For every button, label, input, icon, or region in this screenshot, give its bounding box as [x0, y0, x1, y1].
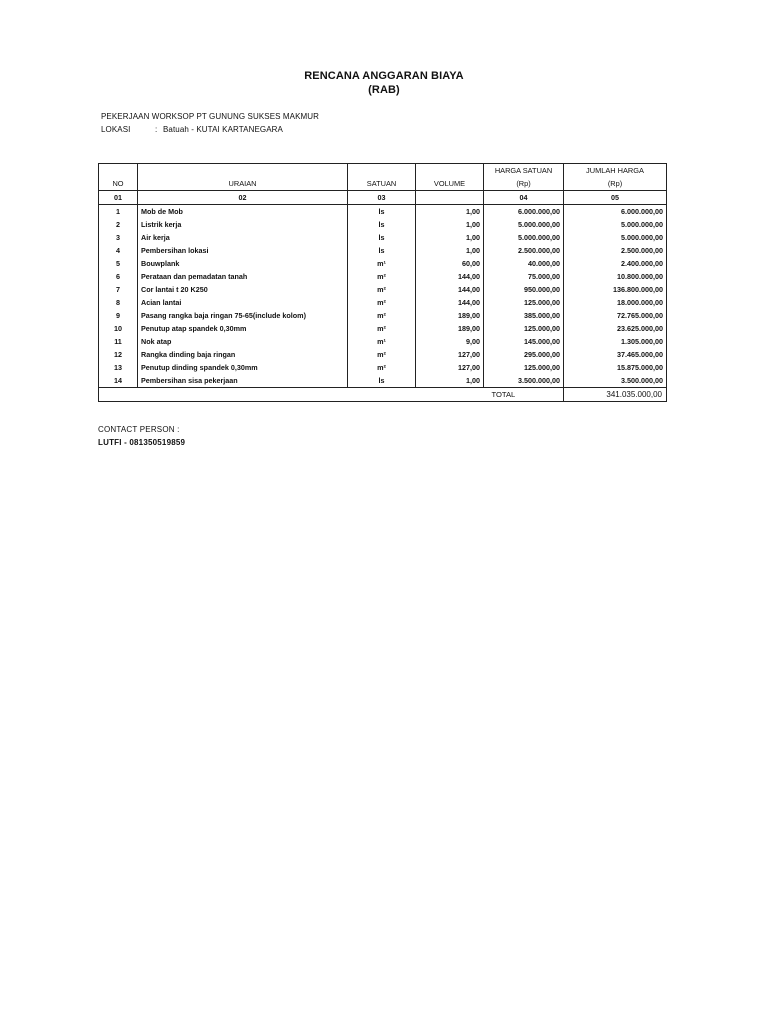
cell-satuan: ls: [348, 374, 416, 388]
cell-jumlah-harga: 15.875.000,00: [564, 361, 667, 374]
cell-satuan: m²: [348, 361, 416, 374]
code-row: [99, 191, 667, 205]
table-row: [99, 335, 667, 348]
header-harga-satuan: HARGA SATUAN: [484, 164, 564, 178]
cell-satuan: m²: [348, 270, 416, 283]
cell-harga-satuan: 295.000,00: [484, 348, 564, 361]
cell-satuan: ls: [348, 244, 416, 257]
cell-volume: 127,00: [416, 348, 484, 361]
header-jumlah-harga: JUMLAH HARGA: [564, 164, 667, 178]
header-harga-satuan-unit: (Rp): [484, 177, 564, 191]
location-colon: :: [155, 125, 158, 134]
table-row: [99, 270, 667, 283]
cell-uraian: Pembersihan lokasi: [138, 244, 348, 257]
cell-satuan: ls: [348, 205, 416, 219]
header-no-blank: [99, 164, 138, 178]
cell-uraian: Pembersihan sisa pekerjaan: [138, 374, 348, 388]
cell-no: 10: [99, 322, 138, 335]
header-row-top: [99, 164, 667, 178]
code-harga-satuan: 04: [484, 191, 564, 205]
header-jumlah-harga-unit: (Rp): [564, 177, 667, 191]
cell-jumlah-harga: 18.000.000,00: [564, 296, 667, 309]
document-title: RENCANA ANGGARAN BIAYA: [304, 70, 464, 82]
total-label: TOTAL: [484, 388, 564, 402]
cell-volume: 1,00: [416, 231, 484, 244]
cell-jumlah-harga: 10.800.000,00: [564, 270, 667, 283]
cell-volume: 127,00: [416, 361, 484, 374]
table-row: [99, 257, 667, 270]
cell-uraian: Acian lantai: [138, 296, 348, 309]
cell-satuan: m¹: [348, 257, 416, 270]
table-row: [99, 296, 667, 309]
cell-uraian: Rangka dinding baja ringan: [138, 348, 348, 361]
code-uraian: 02: [138, 191, 348, 205]
code-satuan: 03: [348, 191, 416, 205]
project-label: PEKERJAAN WORKSOP PT GUNUNG SUKSES MAKMUR: [101, 112, 320, 121]
rab-table: [98, 163, 667, 402]
cell-satuan: m²: [348, 322, 416, 335]
cell-no: 3: [99, 231, 138, 244]
header-uraian-blank: [138, 164, 348, 178]
header-satuan-blank: [348, 164, 416, 178]
cell-volume: 60,00: [416, 257, 484, 270]
cell-harga-satuan: 145.000,00: [484, 335, 564, 348]
code-volume: [416, 191, 484, 205]
cell-uraian: Perataan dan pemadatan tanah: [138, 270, 348, 283]
cell-satuan: m¹: [348, 335, 416, 348]
cell-volume: 1,00: [416, 244, 484, 257]
table-row: [99, 205, 667, 219]
table-row: [99, 283, 667, 296]
cell-no: 12: [99, 348, 138, 361]
cell-volume: 144,00: [416, 296, 484, 309]
cell-volume: 144,00: [416, 270, 484, 283]
document-subtitle: (RAB): [368, 84, 400, 96]
table-row: [99, 322, 667, 335]
table-row: [99, 231, 667, 244]
cell-satuan: m²: [348, 309, 416, 322]
cell-uraian: Listrik kerja: [138, 218, 348, 231]
cell-volume: 1,00: [416, 205, 484, 219]
location-value: Batuah - KUTAI KARTANEGARA: [163, 125, 283, 134]
cell-harga-satuan: 950.000,00: [484, 283, 564, 296]
cell-uraian: Mob de Mob: [138, 205, 348, 219]
cell-no: 5: [99, 257, 138, 270]
cell-uraian: Nok atap: [138, 335, 348, 348]
cell-no: 13: [99, 361, 138, 374]
cell-harga-satuan: 75.000,00: [484, 270, 564, 283]
cell-volume: 1,00: [416, 218, 484, 231]
project-line: [101, 112, 319, 121]
cell-satuan: ls: [348, 231, 416, 244]
cell-no: 7: [99, 283, 138, 296]
header-volume-blank: [416, 164, 484, 178]
cell-harga-satuan: 385.000,00: [484, 309, 564, 322]
cell-jumlah-harga: 5.000.000,00: [564, 231, 667, 244]
cell-no: 2: [99, 218, 138, 231]
cell-no: 14: [99, 374, 138, 388]
cell-satuan: m²: [348, 296, 416, 309]
table-row: [99, 374, 667, 388]
cell-harga-satuan: 125.000,00: [484, 361, 564, 374]
cell-satuan: m²: [348, 283, 416, 296]
total-row: [99, 388, 667, 402]
table-row: [99, 361, 667, 374]
header-uraian: URAIAN: [138, 177, 348, 191]
cell-jumlah-harga: 1.305.000,00: [564, 335, 667, 348]
header-volume: VOLUME: [416, 177, 484, 191]
header-no: NO: [99, 177, 138, 191]
cell-no: 9: [99, 309, 138, 322]
cell-jumlah-harga: 6.000.000,00: [564, 205, 667, 219]
cell-harga-satuan: 3.500.000,00: [484, 374, 564, 388]
cell-jumlah-harga: 2.500.000,00: [564, 244, 667, 257]
cell-volume: 1,00: [416, 374, 484, 388]
cell-jumlah-harga: 72.765.000,00: [564, 309, 667, 322]
table-row: [99, 244, 667, 257]
table-row: [99, 348, 667, 361]
cell-jumlah-harga: 3.500.000,00: [564, 374, 667, 388]
cell-jumlah-harga: 37.465.000,00: [564, 348, 667, 361]
code-jumlah-harga: 05: [564, 191, 667, 205]
cell-jumlah-harga: 136.800.000,00: [564, 283, 667, 296]
contact-person-value: LUTFI - 081350519859: [98, 438, 186, 447]
cell-harga-satuan: 5.000.000,00: [484, 231, 564, 244]
cell-satuan: ls: [348, 218, 416, 231]
cell-uraian: Cor lantai t 20 K250: [138, 283, 348, 296]
cell-harga-satuan: 40.000,00: [484, 257, 564, 270]
table-row: [99, 309, 667, 322]
location-label: LOKASI: [101, 125, 131, 134]
contact-person-label: CONTACT PERSON :: [98, 425, 180, 434]
cell-harga-satuan: 125.000,00: [484, 322, 564, 335]
cell-jumlah-harga: 5.000.000,00: [564, 218, 667, 231]
cell-volume: 189,00: [416, 309, 484, 322]
code-no: 01: [99, 191, 138, 205]
cell-harga-satuan: 5.000.000,00: [484, 218, 564, 231]
cell-jumlah-harga: 2.400.000,00: [564, 257, 667, 270]
cell-volume: 9,00: [416, 335, 484, 348]
cell-volume: 144,00: [416, 283, 484, 296]
cell-harga-satuan: 6.000.000,00: [484, 205, 564, 219]
cell-uraian: Penutup atap spandek 0,30mm: [138, 322, 348, 335]
total-value: 341.035.000,00: [564, 388, 667, 402]
total-blank-cell: [99, 388, 484, 402]
cell-no: 1: [99, 205, 138, 219]
cell-satuan: m²: [348, 348, 416, 361]
cell-uraian: Bouwplank: [138, 257, 348, 270]
cell-no: 8: [99, 296, 138, 309]
cell-harga-satuan: 125.000,00: [484, 296, 564, 309]
cell-no: 6: [99, 270, 138, 283]
header-satuan: SATUAN: [348, 177, 416, 191]
cell-uraian: Penutup dinding spandek 0,30mm: [138, 361, 348, 374]
header-row-bottom: [99, 177, 667, 191]
cell-uraian: Pasang rangka baja ringan 75-65(include kolom): [138, 309, 348, 322]
table-row: [99, 218, 667, 231]
cell-no: 4: [99, 244, 138, 257]
cell-no: 11: [99, 335, 138, 348]
cell-harga-satuan: 2.500.000,00: [484, 244, 564, 257]
cell-jumlah-harga: 23.625.000,00: [564, 322, 667, 335]
location-line: [101, 125, 283, 134]
cell-uraian: Air kerja: [138, 231, 348, 244]
cell-volume: 189,00: [416, 322, 484, 335]
